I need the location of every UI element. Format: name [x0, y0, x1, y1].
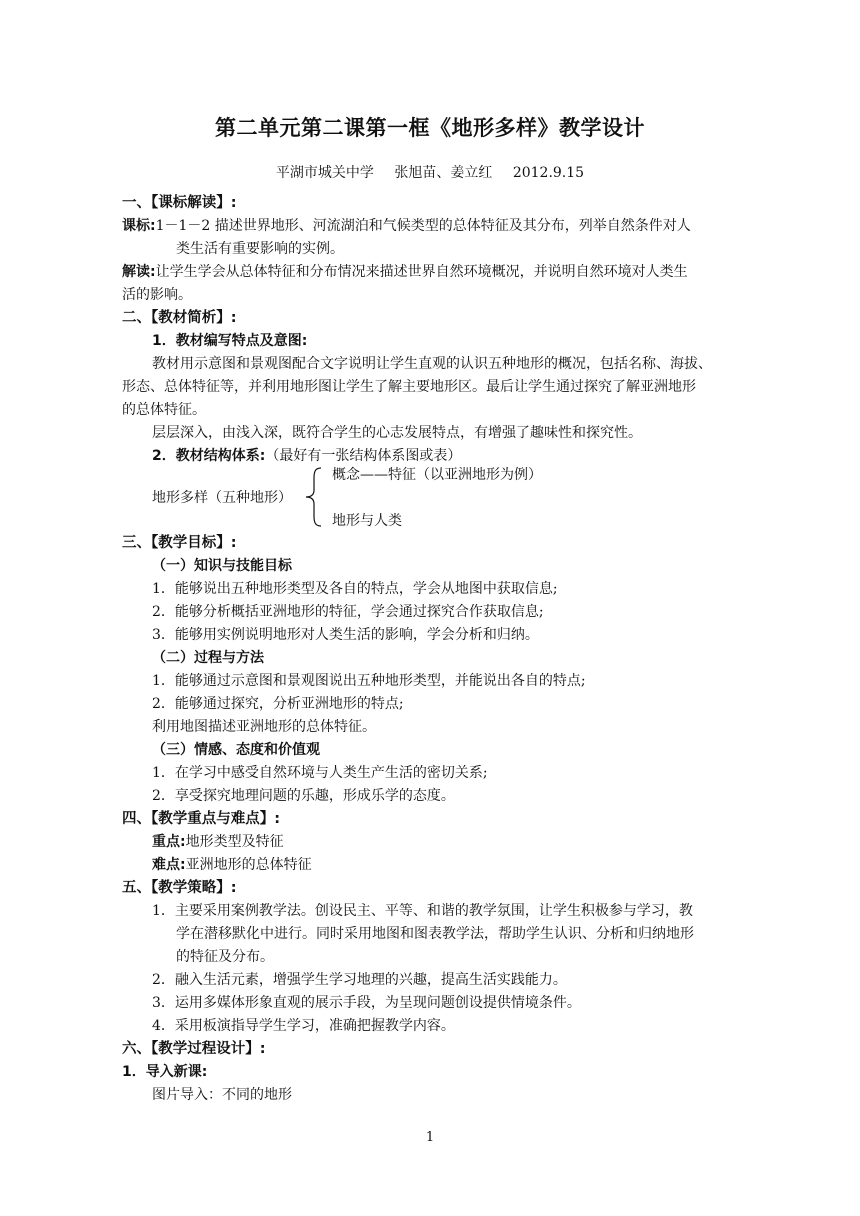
- section-heading: 六、【教学过程设计】:: [122, 1041, 266, 1057]
- sub-heading: 1．导入新课:: [122, 1064, 208, 1080]
- difficult-point-line: [152, 855, 782, 876]
- list-item: 1．主要采用案例教学法。创设民主、平等、和谐的教学氛围，让学生积极参与学习，教: [152, 903, 693, 919]
- key-point-line: [152, 832, 782, 853]
- list-item: 4．采用板演指导学生学习，准确把握教学内容。: [152, 1018, 455, 1034]
- structure-branch-concept: 概念——特征（以亚洲地形为例）: [332, 467, 542, 483]
- section-heading: 五、【教学策略】:: [122, 880, 237, 896]
- sub-heading: 2．教材结构体系:: [152, 448, 266, 464]
- sub-heading: （三）情感、态度和价值观: [152, 742, 320, 758]
- structure-root: 地形多样（五种地形）: [152, 490, 292, 506]
- list-item: 2．能够通过探究，分析亚洲地形的特点;: [152, 696, 404, 712]
- paragraph-line: [122, 216, 752, 237]
- paragraph-line: 层层深入，由浅入深，既符合学生的心志发展特点，有增强了趣味性和探究性。: [152, 425, 642, 441]
- list-item-continued: 的特征及分布。: [176, 949, 274, 965]
- paragraph-line: 形态、总体特征等，并利用地形图让学生了解主要地形区。最后让学生通过探究了解亚洲地形: [122, 379, 696, 395]
- text: 地形类型及特征: [185, 834, 284, 850]
- author-names: 张旭苗、姜立红: [394, 165, 493, 181]
- paragraph-line: [122, 262, 752, 283]
- text: 让学生学会从总体特征和分布情况来描述世界自然环境概况，并说明自然环境对人类生: [155, 264, 688, 280]
- list-item: 利用地图描述亚洲地形的总体特征。: [152, 719, 376, 735]
- author-line: [0, 162, 860, 182]
- list-item: 1．能够说出五种地形类型及各自的特点，学会从地图中获取信息;: [152, 581, 558, 597]
- paragraph-line: 的总体特征。: [122, 402, 206, 418]
- list-item-continued: 学在潜移默化中进行。同时采用地图和图表教学法，帮助学生认识、分析和归纳地形: [176, 926, 694, 942]
- document-title: 第二单元第二课第一框《地形多样》教学设计: [215, 116, 645, 140]
- label-kebiao: 课标:: [122, 218, 156, 234]
- text: 1－1－2 描述世界地形、河流湖泊和气候类型的总体特征及其分布，列举自然条件对人: [155, 218, 691, 234]
- author-date: 2012.9.15: [512, 165, 585, 181]
- brace-icon: [303, 466, 325, 528]
- page-number: 1: [425, 1130, 435, 1145]
- sub-heading: （一）知识与技能目标: [152, 558, 292, 574]
- text: 亚洲地形的总体特征: [185, 857, 312, 873]
- list-item: 2．享受探究地理问题的乐趣，形成乐学的态度。: [152, 788, 455, 804]
- paragraph-line: 教材用示意图和景观图配合文字说明让学生直观的认识五种地形的概况，包括名称、海拔、: [152, 356, 712, 372]
- list-item: 1．能够通过示意图和景观图说出五种地形类型，并能说出各自的特点;: [152, 673, 586, 689]
- sub-heading: （二）过程与方法: [152, 650, 264, 666]
- paragraph-line: 活的影响。: [122, 287, 192, 303]
- paragraph-line: 图片导入：不同的地形: [152, 1087, 292, 1103]
- list-item: 2．能够分析概括亚洲地形的特征，学会通过探究合作获取信息;: [152, 604, 544, 620]
- label-jiedu: 解读:: [122, 264, 156, 280]
- list-item: 2．融入生活元素，增强学生学习地理的兴趣，提高生活实践能力。: [152, 972, 567, 988]
- author-school: 平湖市城关中学: [275, 165, 374, 181]
- section-heading: 二、【教材简析】:: [122, 310, 237, 326]
- sub-heading-note: （最好有一张结构体系图或表）: [265, 448, 462, 464]
- sub-heading: 1．教材编写特点及意图:: [152, 333, 308, 349]
- paragraph-line: 类生活有重要影响的实例。: [176, 241, 344, 257]
- list-item: 1．在学习中感受自然环境与人类生产生活的密切关系;: [152, 765, 488, 781]
- list-item: 3．运用多媒体形象直观的展示手段，为呈现问题创设提供情境条件。: [152, 995, 581, 1011]
- section-heading: 一、【课标解读】:: [122, 195, 237, 211]
- label-zhongdian: 重点:: [152, 834, 186, 850]
- section-heading: 四、【教学重点与难点】:: [122, 811, 281, 827]
- structure-branch-human: 地形与人类: [332, 513, 402, 529]
- list-item: 3．能够用实例说明地形对人类生活的影响，学会分析和归纳。: [152, 627, 539, 643]
- section-heading: 三、【教学目标】:: [122, 535, 237, 551]
- label-nandian: 难点:: [152, 857, 186, 873]
